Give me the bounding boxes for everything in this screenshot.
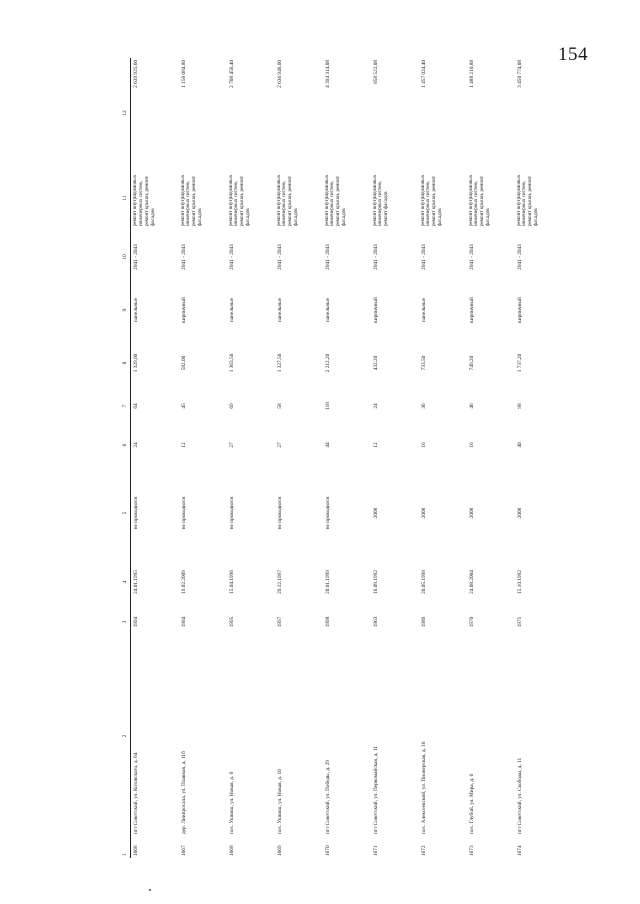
column-number: 5 [121, 470, 131, 556]
area-cell: 749,20 [468, 355, 475, 371]
stray-ink-mark [149, 889, 151, 891]
repair-period-cell: 2041 - 2043 [516, 244, 523, 270]
table-row [227, 58, 275, 858]
cost-cell: 2 636 946,00 [276, 60, 283, 88]
count-cell: 27 [228, 442, 235, 448]
date-cell: 24.08.2004 [468, 570, 475, 594]
last-repair-cell: не проводился [324, 496, 331, 530]
repair-period-cell: 2041 - 2043 [420, 244, 427, 270]
housing-register-table [121, 58, 563, 858]
table-row [371, 58, 419, 858]
count-cell: 40 [516, 442, 523, 448]
cost-cell: 2 708 456,40 [228, 60, 235, 88]
repair-work-cell: ремонт внутридомовых инженерных систем, ремонт крыши, ремонт фасадов [515, 174, 540, 226]
count-cell: 44 [324, 442, 331, 448]
table-row [179, 58, 227, 858]
count-cell: 27 [276, 442, 283, 448]
table-row [419, 58, 467, 858]
build-year-cell: 1989 [420, 616, 427, 628]
cost-cell: 3 450 774,08 [516, 60, 523, 88]
address-cell: пос. Алексеевский, ул. Пионерская, д. 16 [420, 741, 427, 834]
column-number: 3 [121, 608, 131, 636]
repair-work-cell: ремонт внутридомовых инженерных систем, ремонт фасадов [371, 174, 390, 226]
wall-material-cell: кирпичный [180, 297, 187, 323]
last-repair-cell: 2008 [372, 507, 379, 519]
page-number: 154 [558, 44, 588, 65]
cost-cell: 2 639 925,60 [133, 60, 139, 88]
table-row [323, 58, 371, 858]
area-cell: 1 329,00 [133, 353, 139, 373]
area-cell: 432,20 [372, 355, 379, 371]
date-cell: 20.05.1998 [420, 570, 427, 594]
build-year-cell: 1997 [276, 616, 283, 628]
build-year-cell: 1963 [372, 616, 379, 628]
row-index-cell: 1674 [516, 845, 523, 856]
last-repair-cell: не проводился [180, 496, 187, 530]
column-number: 11 [121, 168, 131, 228]
row-index-cell: 1667 [180, 845, 187, 856]
address-cell: пос. Ушкиш, ул. Новая, д. 8 [228, 771, 235, 834]
column-number: 10 [121, 228, 131, 286]
count-cell: 45 [180, 403, 187, 409]
column-number: 4 [121, 556, 131, 608]
address-cell: пгт Советский, ул. Первомайская, д. 11 [372, 745, 379, 834]
date-cell: 15.04.1996 [228, 570, 235, 594]
address-cell: пгт Советский, ул. Котовского, д. 64 [133, 752, 139, 834]
last-repair-cell: 2008 [516, 507, 523, 519]
repair-work-cell: ремонт внутридомовых инженерных систем, ремонт крыши, ремонт фасадов [419, 174, 444, 226]
build-year-cell: 1998 [324, 616, 331, 628]
count-cell: 24 [133, 442, 139, 448]
count-cell: 69 [228, 403, 235, 409]
column-number: 12 [121, 58, 131, 168]
table-body [131, 58, 563, 858]
area-cell: 582,00 [180, 355, 187, 371]
count-cell: 118 [324, 402, 331, 410]
row-index-cell: 1669 [276, 845, 283, 856]
column-number: 1 [121, 836, 131, 858]
last-repair-cell: не проводился [228, 496, 235, 530]
wall-material-cell: панельные [228, 297, 235, 323]
address-cell: пгт Советский, ул. Победы, д. 29 [324, 760, 331, 834]
build-year-cell: 1971 [516, 616, 523, 628]
column-number: 8 [121, 334, 131, 392]
wall-material-cell: панельные [276, 297, 283, 323]
count-cell: 46 [468, 403, 475, 409]
row-index-cell: 1666 [133, 845, 139, 856]
row-index-cell: 1670 [324, 845, 331, 856]
last-repair-cell: не проводился [276, 496, 283, 530]
date-cell: 16.09.1992 [372, 570, 379, 594]
count-cell: 58 [276, 403, 283, 409]
cost-cell: 1 488 210,88 [468, 60, 475, 88]
address-cell: пос. Ушкиш, ул. Новая, д. 10 [276, 769, 283, 834]
last-repair-cell: 2008 [468, 507, 475, 519]
cost-cell: 4 394 314,08 [324, 60, 331, 88]
repair-work-cell: ремонт внутридомовых инженерных систем, ремонт крыши, ремонт фасадов [179, 174, 204, 226]
repair-period-cell: 2041 - 2043 [468, 244, 475, 270]
repair-period-cell: 2041 - 2043 [324, 244, 331, 270]
address-cell: дер. Лиипросала, ул. Плавная, д. 11б [180, 751, 187, 834]
count-cell: 12 [180, 442, 187, 448]
table-row [275, 58, 323, 858]
table-row [515, 58, 563, 858]
count-cell: 98 [516, 403, 523, 409]
row-index-cell: 1672 [420, 845, 427, 856]
repair-work-cell: ремонт внутридомовых инженерных систем, ремонт крыши, ремонт фасадов [275, 174, 300, 226]
repair-period-cell: 2041 - 2043 [276, 244, 283, 270]
last-repair-cell: 2008 [420, 507, 427, 519]
cost-cell: 1 457 024,40 [420, 60, 427, 88]
wall-material-cell: панельные [324, 297, 331, 323]
date-cell: 29.12.1997 [276, 570, 283, 594]
wall-material-cell: кирпичный [468, 297, 475, 323]
address-cell: пос. Глубой, ул. Мира, д. 6 [468, 773, 475, 834]
count-cell: 16 [420, 442, 427, 448]
row-index-cell: 1671 [372, 845, 379, 856]
repair-period-cell: 2041 - 2043 [372, 244, 379, 270]
column-number-row [121, 58, 131, 858]
row-index-cell: 1673 [468, 845, 475, 856]
area-cell: 1 737,20 [516, 353, 523, 373]
repair-period-cell: 2041 - 2043 [228, 244, 235, 270]
column-number: 9 [121, 286, 131, 334]
column-number: 2 [121, 636, 131, 836]
column-number: 7 [121, 392, 131, 420]
count-cell: 64 [133, 403, 139, 409]
count-cell: 16 [468, 442, 475, 448]
repair-work-cell: ремонт внутридомовых инженерных систем, ремонт крыши, ремонт фасадов [132, 174, 156, 226]
area-cell: 1 363,50 [228, 353, 235, 373]
wall-material-cell: панельные [420, 297, 427, 323]
last-repair-cell: не проводился [133, 496, 139, 530]
date-cell: 20.01.1999 [324, 570, 331, 594]
repair-work-cell: ремонт внутридомовых инженерных систем, ремонт крыши, ремонт фасадов [467, 174, 492, 226]
date-cell: 24.01.1995 [133, 570, 139, 594]
count-cell: 36 [420, 403, 427, 409]
address-cell: пгт Советский, ул. Свободы, д. 11 [516, 757, 523, 834]
repair-period-cell: 2041 - 2043 [180, 244, 187, 270]
row-index-cell: 1668 [228, 845, 235, 856]
count-cell: 24 [372, 403, 379, 409]
repair-work-cell: ремонт внутридомовых инженерных систем, ремонт крыши, ремонт фасадов [323, 174, 348, 226]
build-year-cell: 1984 [180, 616, 187, 628]
cost-cell: 1 156 084,80 [180, 60, 187, 88]
rotated-table-wrapper [121, 58, 540, 858]
build-year-cell: 1970 [468, 616, 475, 628]
column-number: 6 [121, 420, 131, 470]
wall-material-cell: кирпичный [516, 297, 523, 323]
date-cell: 19.02.2009 [180, 570, 187, 594]
area-cell: 733,50 [420, 355, 427, 371]
build-year-cell: 1994 [133, 616, 139, 628]
area-cell: 2 212,20 [324, 353, 331, 373]
wall-material-cell: панельные [133, 297, 139, 323]
cost-cell: 858 522,08 [372, 60, 379, 84]
repair-work-cell: ремонт внутридомовых инженерных систем, ремонт крыши, ремонт фасадов [227, 174, 252, 226]
area-cell: 1 327,50 [276, 353, 283, 373]
build-year-cell: 1995 [228, 616, 235, 628]
table-row [467, 58, 515, 858]
date-cell: 15.10.1992 [516, 570, 523, 594]
wall-material-cell: кирпичный [372, 297, 379, 323]
count-cell: 12 [372, 442, 379, 448]
table-row [131, 58, 179, 858]
repair-period-cell: 2041 - 2043 [133, 244, 139, 270]
